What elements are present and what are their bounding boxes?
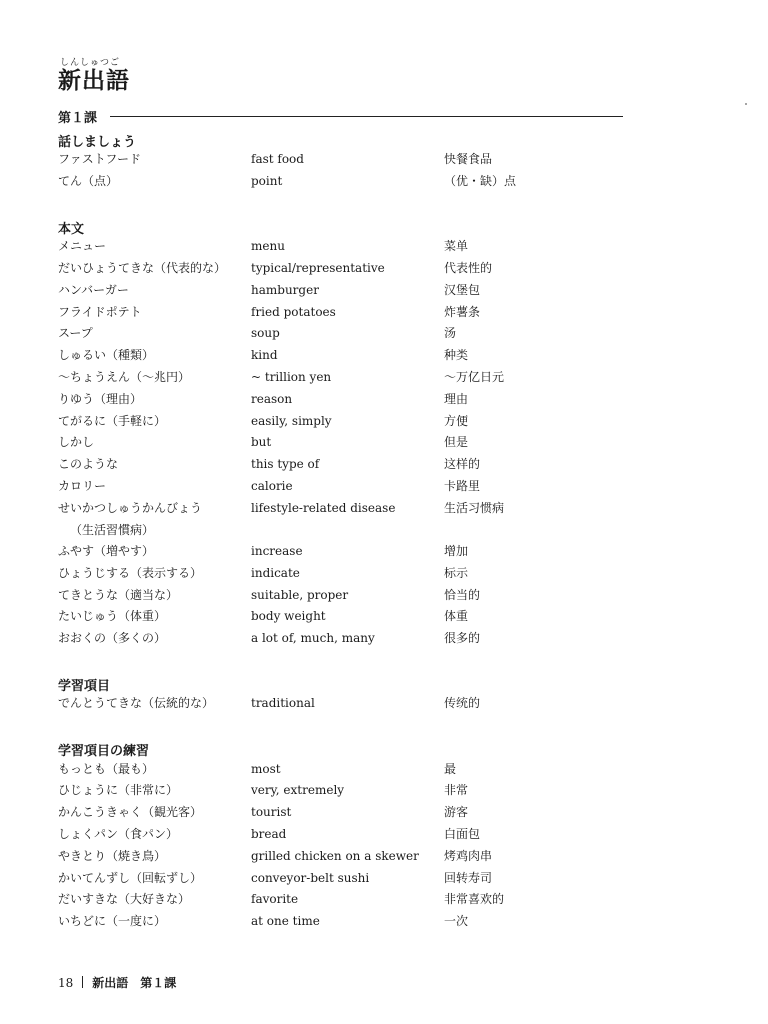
chinese-gloss: 回转寿司 — [444, 871, 493, 885]
vocab-row — [0, 323, 768, 344]
english-gloss: soup — [251, 326, 280, 340]
english-gloss: lifestyle-related disease — [251, 501, 396, 515]
chinese-gloss: 非常 — [444, 783, 469, 797]
chinese-gloss: （优・缺）点 — [444, 174, 517, 188]
english-gloss: increase — [251, 544, 303, 558]
english-gloss: favorite — [251, 892, 299, 906]
japanese-term: だいひょうてきな（代表的な） — [58, 261, 227, 275]
vocab-row — [0, 563, 768, 584]
japanese-term: おおくの（多くの） — [58, 631, 167, 645]
chinese-gloss: 游客 — [444, 805, 469, 819]
chinese-gloss: 卡路里 — [444, 479, 481, 493]
english-gloss: a lot of, much, many — [251, 631, 375, 645]
japanese-term: しょくパン（食パン） — [58, 827, 179, 841]
section-heading-gakushuu: 学習項目 — [58, 679, 111, 694]
english-gloss: tourist — [251, 805, 292, 819]
english-gloss: indicate — [251, 566, 300, 580]
vocab-row — [0, 258, 768, 279]
chinese-gloss: 增加 — [444, 544, 469, 558]
vocab-row — [0, 759, 768, 780]
vocab-row — [0, 498, 768, 519]
japanese-term: カロリー — [58, 479, 107, 493]
japanese-term: てがるに（手軽に） — [58, 414, 167, 428]
vocab-row — [0, 889, 768, 910]
vocab-row — [0, 802, 768, 823]
chinese-gloss: 一次 — [444, 914, 469, 928]
running-title: 新出語 第１課 — [92, 976, 177, 990]
vocab-row — [0, 585, 768, 606]
english-gloss: very, extremely — [251, 783, 345, 797]
japanese-term: てきとうな（適当な） — [58, 588, 179, 602]
page-number: 18 — [58, 976, 74, 990]
chinese-gloss: 汤 — [444, 326, 457, 340]
vocab-row — [0, 824, 768, 845]
chinese-gloss: 非常喜欢的 — [444, 892, 505, 906]
vocab-row — [0, 846, 768, 867]
chinese-gloss: 〜万亿日元 — [444, 370, 505, 384]
chinese-gloss: 菜单 — [444, 239, 469, 253]
chinese-gloss: 传统的 — [444, 696, 481, 710]
japanese-term: 〜ちょうえん（〜兆円） — [58, 370, 191, 384]
english-gloss: kind — [251, 348, 278, 362]
english-gloss: fried potatoes — [251, 305, 336, 319]
vocab-row — [0, 911, 768, 932]
vocab-row — [0, 411, 768, 432]
english-gloss: fast food — [251, 152, 304, 166]
title-ruby: しんしゅつご — [60, 58, 121, 68]
japanese-term: ハンバーガー — [58, 283, 129, 297]
vocab-row — [0, 345, 768, 366]
page-footer — [58, 974, 176, 991]
japanese-term: しゅるい（種類） — [58, 348, 155, 362]
japanese-term: だいすきな（大好きな） — [58, 892, 191, 906]
section-heading-renshuu: 学習項目の練習 — [58, 744, 150, 759]
vocab-row — [0, 628, 768, 649]
english-gloss: easily, simply — [251, 414, 332, 428]
english-gloss: but — [251, 435, 272, 449]
chinese-gloss: 恰当的 — [444, 588, 481, 602]
chinese-gloss: 烤鸡肉串 — [444, 849, 493, 863]
vocab-row — [0, 432, 768, 453]
vocab-row — [0, 476, 768, 497]
section-heading-honbun: 本文 — [58, 222, 85, 237]
japanese-term: でんとうてきな（伝統的な） — [58, 696, 215, 710]
english-gloss: traditional — [251, 696, 315, 710]
english-gloss: reason — [251, 392, 293, 406]
chinese-gloss: 代表性的 — [444, 261, 493, 275]
japanese-term: てん（点） — [58, 174, 119, 188]
vocab-row — [0, 389, 768, 410]
lesson-rule — [110, 116, 623, 117]
chinese-gloss: 体重 — [444, 609, 469, 623]
japanese-term: いちどに（一度に） — [58, 914, 167, 928]
japanese-term: しかし — [58, 435, 95, 449]
vocab-row — [0, 606, 768, 627]
japanese-term: せいかつしゅうかんびょう — [58, 501, 203, 515]
section-heading-hanashimashou: 話しましょう — [58, 135, 137, 150]
vocab-row — [0, 280, 768, 301]
japanese-term: ひじょうに（非常に） — [58, 783, 179, 797]
english-gloss: grilled chicken on a skewer — [251, 849, 419, 863]
japanese-term: このような — [58, 457, 119, 471]
japanese-term: かんこうきゃく（観光客） — [58, 805, 203, 819]
japanese-term: フライドポテト — [58, 305, 142, 319]
japanese-term: ひょうじする（表示する） — [58, 566, 203, 580]
english-gloss: calorie — [251, 479, 293, 493]
english-gloss: conveyor-belt sushi — [251, 871, 370, 885]
japanese-term: ふやす（増やす） — [58, 544, 155, 558]
chinese-gloss: 这样的 — [444, 457, 481, 471]
vocab-row — [0, 302, 768, 323]
english-gloss: typical/representative — [251, 261, 385, 275]
entry-continuation: （生活習慣病） — [70, 523, 155, 537]
chinese-gloss: 标示 — [444, 566, 469, 580]
chinese-gloss: 最 — [444, 762, 457, 776]
english-gloss: at one time — [251, 914, 320, 928]
english-gloss: point — [251, 174, 283, 188]
scan-speck — [745, 103, 747, 105]
chinese-gloss: 种类 — [444, 348, 469, 362]
footer-divider — [82, 976, 83, 988]
vocab-row — [0, 367, 768, 388]
japanese-term: りゆう（理由） — [58, 392, 143, 406]
page-title: 新出語 — [58, 68, 130, 94]
chinese-gloss: 方便 — [444, 414, 469, 428]
english-gloss: hamburger — [251, 283, 319, 297]
vocab-row — [0, 149, 768, 170]
english-gloss: menu — [251, 239, 285, 253]
vocab-row — [0, 454, 768, 475]
japanese-term: かいてんずし（回転ずし） — [58, 871, 203, 885]
english-gloss: bread — [251, 827, 287, 841]
vocab-row — [0, 236, 768, 257]
japanese-term: スープ — [58, 326, 93, 340]
vocab-row — [0, 693, 768, 714]
vocab-row — [0, 868, 768, 889]
vocab-row — [0, 171, 768, 192]
japanese-term: もっとも（最も） — [58, 762, 155, 776]
english-gloss: suitable, proper — [251, 588, 349, 602]
chinese-gloss: 生活习惯病 — [444, 501, 505, 515]
japanese-term: たいじゅう（体重） — [58, 609, 167, 623]
english-gloss: most — [251, 762, 281, 776]
japanese-term: メニュー — [58, 239, 107, 253]
english-gloss: body weight — [251, 609, 326, 623]
chinese-gloss: 白面包 — [444, 827, 481, 841]
lesson-heading: 第１課 — [58, 111, 98, 126]
vocab-row — [0, 541, 768, 562]
vocab-row — [0, 780, 768, 801]
japanese-term: やきとり（焼き鳥） — [58, 849, 167, 863]
chinese-gloss: 理由 — [444, 392, 469, 406]
english-gloss: this type of — [251, 457, 320, 471]
japanese-term: ファストフード — [58, 152, 142, 166]
chinese-gloss: 快餐食品 — [444, 152, 493, 166]
chinese-gloss: 汉堡包 — [444, 283, 481, 297]
chinese-gloss: 但是 — [444, 435, 469, 449]
english-gloss: ~ trillion yen — [251, 370, 332, 384]
chinese-gloss: 很多的 — [444, 631, 481, 645]
chinese-gloss: 炸薯条 — [444, 305, 481, 319]
